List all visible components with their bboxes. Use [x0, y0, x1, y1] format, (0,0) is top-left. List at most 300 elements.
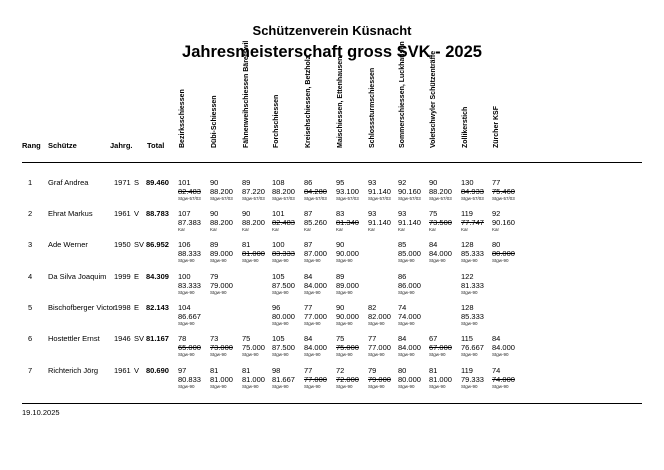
score-value: 90.160: [398, 187, 421, 196]
score-weapon-note: Stgw-90: [304, 258, 321, 263]
score-cell: [461, 366, 484, 390]
score-value-struck: 65.000: [178, 343, 201, 352]
score-value: 79.000: [210, 281, 233, 290]
score-value: 82.000: [368, 312, 391, 321]
score-value: 83.333: [178, 281, 201, 290]
score-cell: [242, 366, 265, 390]
score-weapon-note: Stgw-57/03: [398, 196, 421, 201]
score-points: 81: [242, 366, 251, 375]
score-points: 130: [461, 178, 474, 187]
score-points: 119: [461, 366, 473, 375]
row-rank: 2: [28, 209, 33, 218]
score-value: 87.500: [272, 281, 295, 290]
score-weapon-note: Stgw-90: [304, 290, 321, 295]
score-cell: [336, 240, 359, 264]
score-cell: [272, 303, 295, 327]
row-year: 1961: [114, 209, 131, 218]
score-cell: [398, 240, 421, 264]
score-value-struck: 77.747: [461, 218, 484, 227]
row-name: Bischofberger Victor: [48, 303, 116, 312]
score-weapon-note: Kar: [272, 227, 280, 232]
score-points: 85: [398, 240, 407, 249]
score-weapon-note: Stgw-57/03: [178, 196, 201, 201]
score-cell: [398, 366, 421, 390]
score-value: 87.383: [178, 218, 201, 227]
score-weapon-note: Stgw-90: [242, 352, 259, 357]
score-value-struck: 73.500: [429, 218, 452, 227]
score-points: 87: [304, 209, 313, 218]
score-value-struck: 72.000: [336, 375, 359, 384]
score-cell: [210, 366, 233, 390]
col-header-event-4: Kreisehschiessen, Betzholz: [305, 55, 312, 148]
score-weapon-note: Stgw-90: [210, 290, 227, 295]
score-value: 84.000: [304, 281, 327, 290]
score-value: 90.160: [492, 218, 515, 227]
score-cell: [429, 366, 452, 390]
score-weapon-note: Stgw-90: [398, 352, 415, 357]
score-value: 81.000: [429, 375, 452, 384]
row-name: Ehrat Markus: [48, 209, 93, 218]
score-points: 67: [429, 334, 438, 343]
score-weapon-note: Stgw-90: [368, 321, 385, 326]
score-cell: [178, 334, 201, 358]
score-value: 90.000: [336, 312, 359, 321]
row-name: Ade Werner: [48, 240, 88, 249]
score-points: 90: [210, 178, 219, 187]
col-header-total: Total: [147, 141, 165, 150]
score-weapon-note: Kar: [304, 227, 312, 232]
row-category: SV: [134, 240, 145, 249]
score-points: 84: [304, 272, 313, 281]
score-cell: [304, 178, 327, 202]
score-weapon-note: Stgw-90: [272, 321, 289, 326]
score-value-struck: 82.483: [178, 187, 201, 196]
score-points: 81: [210, 366, 219, 375]
score-cell: [210, 272, 233, 296]
score-cell: [368, 303, 391, 327]
score-weapon-note: Stgw-90: [398, 258, 415, 263]
row-rank: 7: [28, 366, 33, 375]
score-points: 90: [242, 209, 251, 218]
col-header-event-3: Forchschiessen: [273, 94, 280, 148]
score-value: 91.140: [368, 187, 391, 196]
score-points: 84: [429, 240, 438, 249]
col-header-event-2: Fähnenweihschiessen Bäretswil: [243, 40, 250, 148]
score-points: 93: [368, 209, 377, 218]
score-points: 95: [336, 178, 345, 187]
score-cell: [398, 303, 421, 327]
score-points: 100: [272, 240, 285, 249]
score-value: 91.140: [398, 218, 421, 227]
score-value: 80.000: [398, 375, 421, 384]
score-weapon-note: Stgw-90: [336, 321, 353, 326]
score-points: 92: [398, 178, 407, 187]
row-rank: 1: [28, 178, 33, 187]
row-rank: 4: [28, 272, 33, 281]
score-cell: [272, 366, 295, 390]
score-weapon-note: Stgw-90: [492, 384, 509, 389]
score-weapon-note: Stgw-90: [272, 258, 289, 263]
score-points: 74: [492, 366, 501, 375]
score-points: 119: [461, 209, 473, 218]
score-weapon-note: Stgw-90: [210, 258, 227, 263]
score-weapon-note: Kar: [178, 227, 186, 232]
score-value: 85.260: [304, 218, 327, 227]
score-value: 81.000: [242, 375, 265, 384]
score-cell: [178, 303, 201, 327]
score-weapon-note: Stgw-90: [336, 384, 353, 389]
score-value: 79.333: [461, 375, 484, 384]
score-value: 89.000: [210, 249, 233, 258]
score-cell: [368, 366, 391, 390]
score-value-struck: 81.340: [336, 218, 359, 227]
score-points: 86: [398, 272, 407, 281]
score-points: 92: [492, 209, 501, 218]
score-weapon-note: Kar: [368, 227, 376, 232]
row-category: E: [134, 272, 140, 281]
score-weapon-note: Stgw-90: [336, 352, 353, 357]
score-cell: [304, 240, 327, 264]
score-value: 86.667: [178, 312, 201, 321]
score-points: 90: [336, 303, 345, 312]
score-weapon-note: Stgw-90: [304, 352, 321, 357]
score-value: 88.333: [178, 249, 201, 258]
score-weapon-note: Stgw-57/03: [336, 196, 359, 201]
score-value: 85.000: [398, 249, 421, 258]
score-cell: [272, 209, 295, 233]
score-cell: [492, 178, 515, 202]
score-value: 81.000: [210, 375, 233, 384]
score-points: 100: [178, 272, 191, 281]
score-points: 105: [272, 272, 285, 281]
score-value: 88.200: [210, 187, 233, 196]
score-cell: [242, 178, 265, 202]
score-cell: [210, 209, 233, 233]
score-weapon-note: Stgw-90: [178, 384, 195, 389]
score-points: 73: [210, 334, 219, 343]
row-year: 1999: [114, 272, 131, 281]
score-value: 85.333: [461, 312, 484, 321]
score-weapon-note: Stgw-90: [178, 290, 195, 295]
score-points: 90: [429, 178, 438, 187]
score-value: 87.220: [242, 187, 265, 196]
row-total: 84.309: [146, 272, 169, 281]
score-weapon-note: Stgw-90: [336, 258, 353, 263]
score-value-struck: 83.333: [272, 249, 295, 258]
score-value-struck: 75.460: [492, 187, 515, 196]
row-year: 1946: [114, 334, 131, 343]
score-weapon-note: Stgw-90: [429, 352, 446, 357]
score-weapon-note: Stgw-90: [272, 290, 289, 295]
row-total: 89.460: [146, 178, 169, 187]
score-points: 98: [272, 366, 281, 375]
score-cell: [368, 334, 391, 358]
score-cell: [210, 178, 233, 202]
score-points: 74: [398, 303, 407, 312]
col-header-event-5: Maischiessen, Ettenhausen: [337, 56, 344, 148]
header-rule: [22, 162, 642, 163]
score-points: 122: [461, 272, 474, 281]
score-points: 104: [178, 303, 191, 312]
col-header-event-7: Sommerschiessen, Luckhausen: [399, 41, 406, 148]
score-points: 97: [178, 366, 187, 375]
score-value: 80.833: [178, 375, 201, 384]
score-weapon-note: Stgw-90: [368, 352, 385, 357]
score-value-struck: 73.000: [210, 343, 233, 352]
row-category: S: [134, 178, 140, 187]
col-header-event-9: Zollikerstich: [462, 106, 469, 148]
score-cell: [492, 240, 515, 264]
score-value: 89.000: [336, 281, 359, 290]
score-weapon-note: Stgw-90: [429, 258, 446, 263]
score-weapon-note: Stgw-90: [336, 290, 353, 295]
score-weapon-note: Stgw-90: [492, 352, 509, 357]
score-points: 72: [336, 366, 345, 375]
score-weapon-note: Kar: [492, 227, 500, 232]
score-points: 89: [242, 178, 251, 187]
score-points: 75: [336, 334, 345, 343]
score-value: 88.200: [429, 187, 452, 196]
score-points: 108: [272, 178, 285, 187]
score-value-struck: 75.000: [336, 343, 359, 352]
score-cell: [368, 178, 391, 202]
score-points: 84: [492, 334, 501, 343]
col-header-jahrg: Jahrg.: [110, 141, 133, 150]
row-year: 1961: [114, 366, 131, 375]
score-cell: [304, 272, 327, 296]
score-cell: [398, 178, 421, 202]
score-cell: [336, 366, 359, 390]
row-category: E: [134, 303, 140, 312]
score-value: 88.200: [242, 218, 265, 227]
score-weapon-note: Kar: [210, 227, 218, 232]
score-cell: [461, 272, 484, 296]
score-weapon-note: Stgw-90: [429, 384, 446, 389]
score-weapon-note: Stgw-90: [368, 384, 385, 389]
score-points: 90: [336, 240, 345, 249]
score-points: 93: [398, 209, 407, 218]
score-value: 85.333: [461, 249, 484, 258]
score-weapon-note: Stgw-57/03: [461, 196, 484, 201]
score-points: 80: [492, 240, 501, 249]
score-cell: [368, 209, 391, 233]
score-cell: [178, 178, 201, 202]
score-points: 101: [178, 178, 191, 187]
row-total: 86.952: [146, 240, 169, 249]
score-points: 84: [398, 334, 407, 343]
row-year: 1998: [114, 303, 131, 312]
score-cell: [461, 303, 484, 327]
score-cell: [429, 178, 452, 202]
score-value: 84.000: [398, 343, 421, 352]
score-cell: [304, 209, 327, 233]
club-name: Schützenverein Küsnacht: [252, 23, 412, 38]
col-header-event-6: Schlosssturmschiessen: [369, 67, 376, 148]
score-value: 88.200: [272, 187, 295, 196]
score-cell: [336, 209, 359, 233]
score-weapon-note: Stgw-90: [304, 384, 321, 389]
score-weapon-note: Stgw-90: [398, 384, 415, 389]
score-points: 75: [242, 334, 251, 343]
score-points: 101: [272, 209, 285, 218]
score-cell: [429, 334, 452, 358]
score-points: 107: [178, 209, 191, 218]
print-date: 19.10.2025: [22, 408, 60, 417]
score-value-struck: 84.933: [461, 187, 484, 196]
score-weapon-note: Stgw-90: [272, 384, 289, 389]
col-header-event-0: Bezirksschiessen: [179, 89, 186, 148]
score-points: 81: [429, 366, 438, 375]
row-category: V: [134, 366, 140, 375]
col-header-event-8: Voletschwyler Schützenträffe: [430, 50, 437, 148]
score-weapon-note: Stgw-90: [210, 384, 227, 389]
score-weapon-note: Stgw-57/03: [304, 196, 327, 201]
score-weapon-note: Stgw-90: [272, 352, 289, 357]
score-weapon-note: Kar: [461, 227, 469, 232]
score-points: 128: [461, 240, 474, 249]
footer-rule: [22, 403, 642, 404]
score-points: 84: [304, 334, 313, 343]
page-title: Jahresmeisterschaft gross SVK - 2025: [182, 43, 482, 61]
score-value: 91.140: [368, 218, 391, 227]
score-cell: [178, 366, 201, 390]
score-points: 115: [461, 334, 473, 343]
score-points: 81: [242, 240, 251, 249]
score-value: 77.000: [368, 343, 391, 352]
col-header-schuetze: Schütze: [48, 141, 77, 150]
score-cell: [429, 209, 452, 233]
score-cell: [336, 178, 359, 202]
row-total: 88.783: [146, 209, 169, 218]
score-weapon-note: Stgw-90: [492, 258, 509, 263]
score-cell: [461, 334, 484, 358]
row-name: Richterich Jörg: [48, 366, 99, 375]
score-points: 89: [210, 240, 219, 249]
score-points: 128: [461, 303, 474, 312]
score-cell: [461, 209, 484, 233]
score-cell: [242, 334, 265, 358]
score-weapon-note: Stgw-90: [210, 352, 227, 357]
score-value: 93.100: [336, 187, 359, 196]
score-points: 79: [368, 366, 377, 375]
row-rank: 5: [28, 303, 33, 312]
score-weapon-note: Kar: [242, 227, 250, 232]
score-cell: [398, 272, 421, 296]
row-category: SV: [134, 334, 145, 343]
score-weapon-note: Stgw-90: [461, 321, 478, 326]
score-points: 83: [336, 209, 345, 218]
score-weapon-note: Kar: [429, 227, 437, 232]
score-value-struck: 82.483: [272, 218, 295, 227]
score-value: 81.667: [272, 375, 295, 384]
score-points: 78: [178, 334, 187, 343]
score-weapon-note: Stgw-57/03: [429, 196, 452, 201]
score-points: 93: [368, 178, 377, 187]
score-cell: [242, 240, 265, 264]
score-cell: [492, 209, 515, 233]
score-points: 80: [398, 366, 407, 375]
col-header-event-1: Dübi-Schiessen: [211, 95, 218, 148]
score-value: 84.000: [304, 343, 327, 352]
col-header-event-10: Zürcher KSF: [493, 105, 500, 148]
row-total: 80.690: [146, 366, 169, 375]
score-value: 90.000: [336, 249, 359, 258]
score-value: 80.000: [272, 312, 295, 321]
score-points: 90: [210, 209, 219, 218]
score-value: 76.667: [461, 343, 484, 352]
score-points: 77: [492, 178, 501, 187]
score-points: 106: [178, 240, 191, 249]
score-cell: [398, 209, 421, 233]
score-value: 81.333: [461, 281, 484, 290]
score-value-struck: 84.280: [304, 187, 327, 196]
score-points: 86: [304, 178, 313, 187]
score-cell: [272, 240, 295, 264]
row-name: Hostettler Ernst: [48, 334, 100, 343]
score-points: 77: [304, 366, 313, 375]
score-cell: [178, 209, 201, 233]
score-points: 105: [272, 334, 285, 343]
score-cell: [272, 334, 295, 358]
score-value-struck: 81.000: [242, 249, 265, 258]
score-weapon-note: Stgw-90: [178, 321, 195, 326]
score-cell: [304, 303, 327, 327]
score-weapon-note: Stgw-57/03: [492, 196, 515, 201]
col-header-rang: Rang: [22, 141, 41, 150]
row-total: 82.143: [146, 303, 169, 312]
score-weapon-note: Stgw-90: [461, 352, 478, 357]
score-value: 84.000: [429, 249, 452, 258]
score-points: 75: [429, 209, 438, 218]
score-cell: [336, 303, 359, 327]
score-value: 87.500: [272, 343, 295, 352]
score-cell: [398, 334, 421, 358]
score-points: 77: [304, 303, 313, 312]
score-weapon-note: Stgw-57/03: [368, 196, 391, 201]
score-cell: [492, 366, 515, 390]
score-weapon-note: Stgw-90: [461, 290, 478, 295]
score-cell: [210, 334, 233, 358]
score-points: 77: [368, 334, 377, 343]
score-cell: [304, 366, 327, 390]
score-weapon-note: Stgw-90: [242, 258, 259, 263]
score-weapon-note: Stgw-57/03: [242, 196, 265, 201]
score-value-struck: 67.000: [429, 343, 452, 352]
score-points: 82: [368, 303, 377, 312]
score-value: 75.000: [242, 343, 265, 352]
score-weapon-note: Stgw-90: [461, 258, 478, 263]
row-name: Graf Andrea: [48, 178, 89, 187]
row-name: Da Silva Joaquim: [48, 272, 107, 281]
score-weapon-note: Kar: [398, 227, 406, 232]
row-rank: 6: [28, 334, 33, 343]
score-weapon-note: Stgw-90: [398, 321, 415, 326]
score-cell: [461, 178, 484, 202]
row-year: 1950: [114, 240, 131, 249]
score-value-struck: 79.000: [368, 375, 391, 384]
score-points: 87: [304, 240, 313, 249]
score-value-struck: 74.000: [492, 375, 515, 384]
score-value: 86.000: [398, 281, 421, 290]
score-weapon-note: Stgw-90: [304, 321, 321, 326]
row-year: 1971: [114, 178, 131, 187]
score-value: 87.000: [304, 249, 327, 258]
score-value: 88.200: [210, 218, 233, 227]
score-cell: [304, 334, 327, 358]
score-weapon-note: Stgw-90: [461, 384, 478, 389]
score-points: 96: [272, 303, 281, 312]
score-value-struck: 80.000: [492, 249, 515, 258]
